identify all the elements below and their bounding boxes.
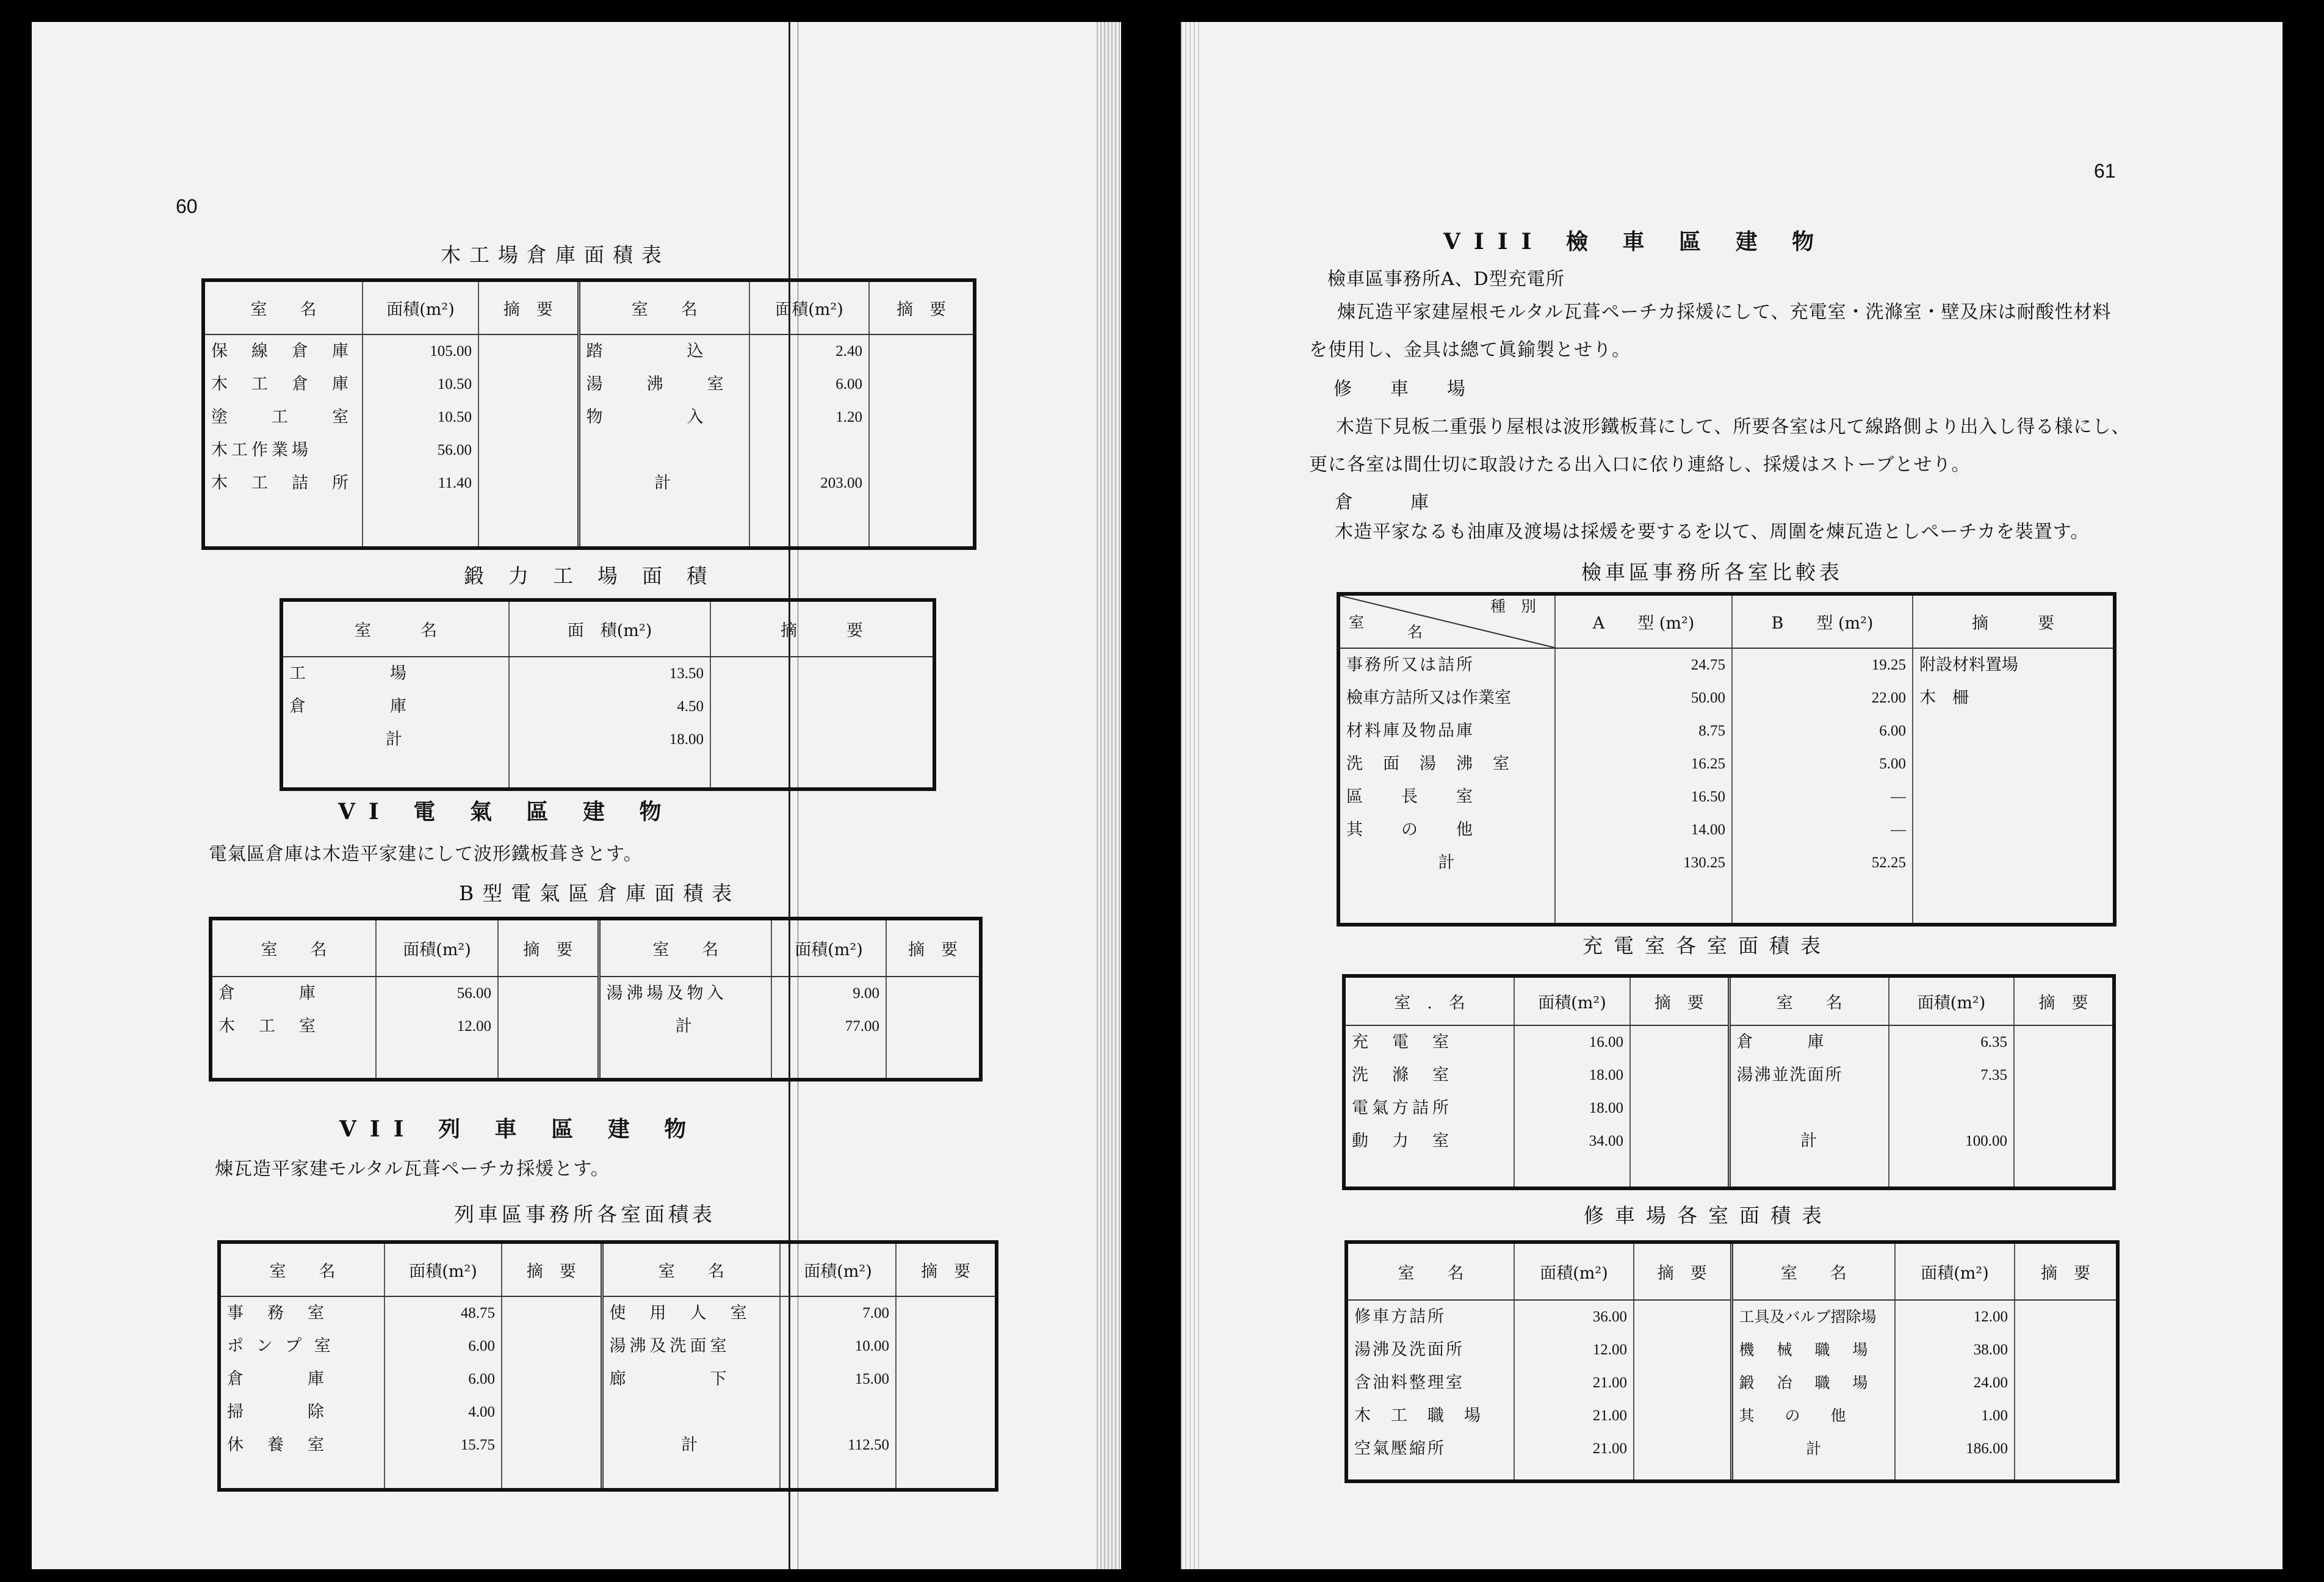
area-value: 10.50 (437, 409, 472, 425)
area-value: 12.00 (457, 1018, 491, 1035)
total-label: 計 (1438, 853, 1457, 872)
area-value: 36.00 (1592, 1309, 1627, 1325)
room-name: 工具及バルブ摺除場 (1739, 1308, 1877, 1326)
area-value: 4.00 (468, 1404, 495, 1420)
header-remarks: 摘 要 (502, 1244, 602, 1296)
header-area: 面積(m²) (1514, 978, 1630, 1025)
room-name: 鍛 冶 職 場 (1739, 1374, 1872, 1392)
area-value: — (1891, 789, 1906, 805)
room-name: 湯沸並洗面所 (1736, 1066, 1843, 1085)
room-name: 湯沸場及物入 (606, 984, 727, 1003)
area-column (384, 1296, 502, 1488)
room-name: 物 入 (586, 408, 707, 427)
area-value: 105.00 (430, 343, 472, 359)
header-remarks: 摘 要 (1630, 978, 1729, 1025)
table-b-type-electric-warehouse (209, 917, 983, 1082)
area-column (1514, 1300, 1634, 1479)
header-remarks: 摘 要 (710, 602, 933, 657)
room-name: 洗 面 湯 沸 室 (1346, 754, 1511, 773)
total-label: 計 (1800, 1132, 1819, 1150)
area-value: 10.50 (437, 376, 472, 392)
area-value (787, 1396, 889, 1429)
area-value: 56.00 (457, 985, 491, 1002)
area-value (1896, 1092, 2007, 1125)
header-type-name-diagonal (1340, 596, 1555, 648)
header-remarks: 摘 要 (896, 1244, 995, 1296)
area-value: 34.00 (1589, 1133, 1623, 1149)
header-a-type-area: A 型 (m²) (1555, 596, 1732, 648)
area-value: 21.00 (1592, 1374, 1627, 1391)
room-name: 湯沸及洗面室 (609, 1337, 731, 1356)
remarks-column (478, 334, 579, 546)
room-name: 踏 込 (586, 342, 707, 361)
header-area: 面積(m²) (1514, 1244, 1634, 1300)
room-name: 使 用 人 室 (609, 1304, 751, 1323)
area-value: 16.00 (1589, 1034, 1623, 1050)
area-value: 12.00 (1592, 1342, 1627, 1358)
total-value: 77.00 (845, 1018, 879, 1035)
area-value: 13.50 (669, 665, 704, 682)
header-room-name: 室 名 (221, 1244, 384, 1296)
room-name: 木 工 職 場 (1354, 1406, 1482, 1425)
room-names-column (579, 334, 749, 546)
area-column (1889, 1025, 2014, 1186)
area-value: 16.50 (1691, 789, 1725, 805)
header-area: 面積(m²) (1889, 978, 2014, 1025)
room-name: 保 線 倉 庫 (211, 342, 352, 361)
area-value: 14.00 (1691, 822, 1725, 838)
room-name: 空氣壓縮所 (1354, 1439, 1446, 1458)
room-name: 事務所又は詰所 (1346, 656, 1474, 674)
area-value: 18.00 (1589, 1067, 1623, 1083)
header-area: 面積(m²) (1895, 1244, 2015, 1300)
room-names-column (205, 334, 363, 546)
room-name: 倉 庫 (218, 984, 319, 1003)
area-column (780, 1296, 896, 1488)
room-name: 休 養 室 (227, 1436, 328, 1454)
room-names-column (283, 657, 509, 787)
header-room-name: 室 名 (283, 602, 509, 657)
area-column (1514, 1025, 1630, 1186)
total-value: 18.00 (669, 731, 704, 748)
area-value: 18.00 (1589, 1100, 1623, 1116)
room-name: 木 工 倉 庫 (211, 375, 352, 394)
page-edge (1097, 22, 1121, 1569)
room-name: 掃 除 (227, 1403, 328, 1421)
table-title-repair-shop: 修車場各室面積表 (1584, 1204, 1833, 1227)
remarks-column (2014, 1025, 2112, 1186)
room-name: 動 力 室 (1352, 1132, 1453, 1150)
area-value: 7.35 (1980, 1067, 2007, 1083)
header-room-name: 室 名 (1348, 1244, 1514, 1300)
remarks-column (1634, 1300, 1731, 1479)
header-room-label: 室 (1349, 613, 1365, 631)
header-remarks: 摘 要 (869, 282, 973, 334)
header-remarks: 摘 要 (886, 920, 979, 977)
header-area: 面 積(m²) (509, 602, 710, 657)
table-title-woodwork-warehouse: 木工場倉庫面積表 (441, 243, 670, 267)
remarks-column (869, 334, 973, 546)
area-value: 24.75 (1691, 657, 1725, 673)
page-edge (1181, 22, 1199, 1569)
area-column (376, 977, 498, 1078)
room-name: 機 械 職 場 (1739, 1341, 1872, 1359)
room-name: 倉 庫 (1736, 1033, 1825, 1052)
area-column (1895, 1300, 2015, 1479)
room-name (610, 1396, 774, 1429)
area-value: 16.25 (1691, 756, 1725, 772)
total-value: 112.50 (848, 1437, 889, 1453)
header-area: 面積(m²) (363, 282, 478, 334)
area-value: 6.00 (835, 376, 862, 392)
total-value: 203.00 (820, 475, 862, 491)
room-name (586, 434, 743, 467)
total-value: 52.25 (1871, 854, 1906, 871)
total-value: 130.25 (1683, 854, 1725, 871)
room-name: 木 工 室 (218, 1017, 319, 1036)
room-name: 湯 沸 室 (586, 375, 727, 394)
header-b-type-area: B 型 (m²) (1732, 596, 1913, 648)
table-title-charging-room: 充電室各室面積表 (1582, 934, 1831, 958)
header-room-name: 室 名 (205, 282, 363, 334)
area-value: 6.00 (1879, 723, 1906, 739)
room-name: 工 場 (289, 664, 410, 683)
area-value: 56.00 (437, 442, 472, 458)
a-type-area-column (1555, 648, 1732, 923)
remarks-column (1630, 1025, 1729, 1186)
header-remarks: 摘 要 (2014, 978, 2112, 1025)
room-name: 材料庫及物品庫 (1346, 721, 1474, 740)
header-remarks: 摘 要 (498, 920, 599, 977)
area-value: 6.35 (1980, 1034, 2007, 1050)
room-name: 洗 滌 室 (1352, 1066, 1453, 1085)
paragraph-line: 煉瓦造平家建屋根モルタル瓦葺ペーチカ採煖にして、充電室・洗滌室・壁及床は耐酸性材料 (1337, 302, 2112, 323)
room-name: 塗 工 室 (211, 408, 352, 427)
remarks-column (2015, 1300, 2116, 1479)
section-text-vii: 煉瓦造平家建モルタル瓦葺ペーチカ採煖とす。 (215, 1158, 610, 1180)
area-value: 22.00 (1871, 690, 1906, 706)
area-value: 6.00 (468, 1338, 495, 1354)
area-value: 21.00 (1592, 1407, 1627, 1424)
header-room-name: 室 名 (1729, 978, 1889, 1025)
area-value: 8.75 (1698, 723, 1725, 739)
table-train-office-rooms (217, 1240, 998, 1492)
area-column (509, 657, 710, 787)
header-type-label: 種 別 (1490, 598, 1536, 615)
table-title-inspection-comparison: 檢車區事務所各室比較表 (1581, 560, 1843, 584)
subheading-repair-shop: 修 車 場 (1333, 378, 1466, 400)
table-charging-room-area (1342, 974, 2116, 1190)
area-value: 10.00 (854, 1338, 889, 1354)
area-value: 24.00 (1973, 1374, 2008, 1391)
header-room-name: 室 名 (1731, 1244, 1895, 1300)
section-text-vi: 電氣區倉庫は木造平家建にして波形鐵板葺きとす。 (209, 843, 643, 865)
room-names-column (1348, 1300, 1514, 1479)
paragraph-line: 木造下見板二重張り屋根は波形鐵板葺にして、所要各室は凡て線路側より出入し得る様にし、 (1336, 416, 2131, 438)
remarks-column (710, 657, 933, 787)
area-column (363, 334, 478, 546)
table-title-train-office: 列車區事務所各室面積表 (454, 1202, 716, 1226)
room-names-column (1729, 1025, 1889, 1186)
left-page (32, 22, 1121, 1569)
paragraph-line: を使用し、金具は總て眞鍮製とせり。 (1309, 339, 1631, 361)
header-name-label: 名 (1407, 623, 1423, 641)
area-value: 4.50 (677, 698, 704, 715)
room-names-column (599, 977, 771, 1078)
room-names-column (1346, 1025, 1514, 1186)
area-value (756, 434, 862, 467)
total-label: 計 (386, 730, 406, 749)
area-value: 15.75 (460, 1437, 495, 1453)
area-value: — (1891, 822, 1906, 838)
page-number: 60 (176, 195, 198, 217)
room-name: 倉 庫 (227, 1370, 328, 1389)
table-repair-shop-rooms (1344, 1240, 2120, 1483)
room-name: 木工作業場 (211, 441, 312, 460)
remarks-column (498, 977, 599, 1078)
section-heading-viii: VIII 檢 車 區 建 物 (1443, 229, 1828, 255)
area-value: 21.00 (1592, 1440, 1627, 1457)
area-value: 7.00 (862, 1305, 889, 1321)
room-names-column (602, 1296, 780, 1488)
area-column (771, 977, 886, 1078)
header-room-name: 室 名 (602, 1244, 780, 1296)
room-name: 其 の 他 (1739, 1407, 1846, 1425)
area-value: 48.75 (460, 1305, 495, 1321)
area-value: 2.40 (835, 343, 862, 359)
subheading-inspection-office: 檢車區事務所A、D型充電所 (1327, 269, 1565, 290)
table-inspection-office-comparison (1337, 592, 2116, 926)
room-names-column (212, 977, 376, 1078)
table-title-b-type-electric: B型電氣區倉庫面積表 (459, 881, 741, 905)
header-area: 面積(m²) (384, 1244, 502, 1296)
area-value: 11.40 (438, 475, 472, 491)
subheading-warehouse: 倉 庫 (1335, 492, 1429, 513)
header-remarks: 摘 要 (1913, 596, 2113, 648)
room-name: 其 の 他 (1346, 820, 1474, 839)
page-number: 61 (2094, 160, 2116, 182)
area-value: 6.00 (468, 1371, 495, 1387)
room-name: 充 電 室 (1352, 1033, 1453, 1052)
area-value: 5.00 (1879, 756, 1906, 772)
room-name: 電氣方詰所 (1352, 1099, 1453, 1118)
table-woodwork-warehouse-area (201, 278, 976, 550)
header-room-name: 室 名 (212, 920, 376, 977)
section-heading-vii: VII 列 車 區 建 物 (339, 1116, 700, 1142)
header-remarks: 摘 要 (2015, 1244, 2116, 1300)
table-title-forge-shop: 鍛力工場面積 (464, 564, 731, 588)
room-name: 倉 庫 (289, 697, 410, 716)
remarks-column (1913, 648, 2113, 923)
room-names-column (221, 1296, 384, 1488)
area-value: 50.00 (1691, 690, 1725, 706)
header-remarks: 摘 要 (1634, 1244, 1731, 1300)
room-name: ポ ン プ 室 (227, 1337, 334, 1356)
room-name (1737, 1092, 1883, 1125)
room-name: 含油料整理室 (1354, 1373, 1464, 1392)
room-name: 檢車方詰所又は作業室 (1346, 688, 1511, 707)
area-column (749, 334, 869, 546)
room-names-column (1340, 648, 1555, 923)
area-value: 15.00 (854, 1371, 889, 1387)
header-room-name: 室 . 名 (1346, 978, 1514, 1025)
room-name: 事 務 室 (227, 1304, 328, 1323)
header-room-name: 室 名 (579, 282, 749, 334)
total-value: 100.00 (1965, 1133, 2007, 1149)
area-value: 19.25 (1871, 657, 1906, 673)
header-remarks: 摘 要 (478, 282, 579, 334)
section-heading-vi: VI 電 氣 區 建 物 (338, 799, 675, 825)
header-area: 面積(m²) (771, 920, 886, 977)
room-name: 湯沸及洗面所 (1354, 1340, 1464, 1359)
header-area: 面積(m²) (749, 282, 869, 334)
table-forge-shop-area (280, 598, 936, 791)
b-type-area-column (1732, 648, 1913, 923)
area-value: 1.20 (835, 409, 862, 425)
header-room-name: 室 名 (599, 920, 771, 977)
remarks-column (502, 1296, 602, 1488)
remarks-column (886, 977, 979, 1078)
remarks-column (896, 1296, 995, 1488)
total-value: 186.00 (1966, 1440, 2008, 1457)
area-value: 38.00 (1973, 1342, 2008, 1358)
room-name: 木 工 詰 所 (211, 474, 352, 493)
remark-text: 附設材料置場 (1919, 656, 2018, 674)
area-value: 9.00 (853, 985, 879, 1002)
room-name: 廊 下 (609, 1370, 731, 1389)
paragraph-line: 更に各室は間仕切に取設けたる出入口に依り連絡し、採煖はストーブとせり。 (1309, 454, 1971, 475)
room-name: 修車方詰所 (1354, 1307, 1446, 1326)
total-label: 計 (1806, 1440, 1822, 1457)
total-label: 計 (675, 1017, 696, 1036)
area-value: 12.00 (1973, 1309, 2008, 1325)
room-names-column (1731, 1300, 1895, 1479)
header-area: 面積(m²) (376, 920, 498, 977)
header-area: 面積(m²) (780, 1244, 896, 1296)
paragraph-line: 木造平家なるも油庫及渡場は採煖を要するを以て、周圍を煉瓦造としペーチカを裝置す。 (1335, 521, 2090, 543)
total-label: 計 (654, 474, 675, 493)
area-value: 1.00 (1981, 1407, 2008, 1424)
remark-text: 木 柵 (1919, 688, 1969, 707)
right-page (1181, 22, 2282, 1569)
room-name: 區 長 室 (1346, 787, 1474, 806)
total-label: 計 (681, 1436, 702, 1454)
